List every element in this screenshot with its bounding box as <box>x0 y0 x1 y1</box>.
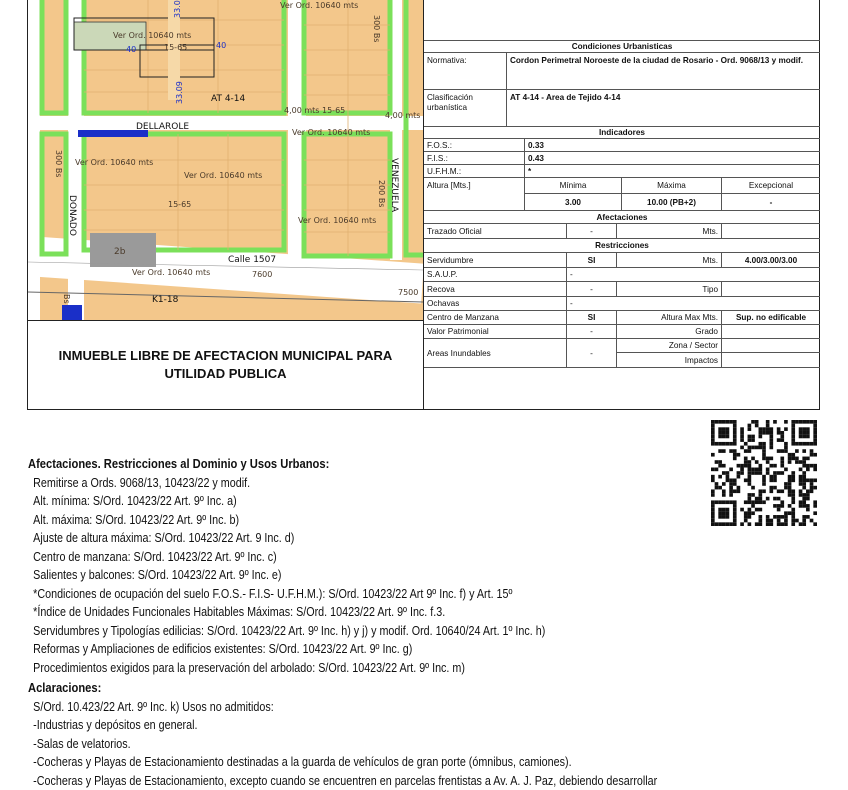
areas-value: - <box>566 339 616 367</box>
label-bs300b: 300 Bs <box>372 15 381 42</box>
label-forty-a: 40 <box>126 45 136 54</box>
normativa-label: Normativa: <box>424 53 506 89</box>
servidumbre-value: SI <box>566 253 616 267</box>
row-centro <box>424 311 820 325</box>
row-afectaciones <box>424 211 820 224</box>
label-ver-box: Ver Ord. 10640 mts <box>113 31 191 40</box>
ochavas-label: Ochavas <box>424 297 566 310</box>
valor-grado-value <box>721 325 820 338</box>
recova-value: - <box>566 282 616 296</box>
label-ver-left: Ver Ord. 10640 mts <box>75 158 153 167</box>
maxima-label: Máxima <box>621 178 721 194</box>
ufhm-label: U.F.H.M.: <box>424 165 524 177</box>
zona-value <box>721 339 820 353</box>
row-fis <box>424 152 820 165</box>
blue-marker <box>62 305 82 320</box>
fis-label: F.I.S.: <box>424 152 524 164</box>
row-altura <box>424 178 820 211</box>
recova-tipo-value <box>721 282 820 296</box>
label-bs-small: Bs <box>62 294 71 304</box>
block-outline-f <box>42 0 66 113</box>
indicadores-title: Indicadores <box>424 127 820 138</box>
fos-label: F.O.S.: <box>424 139 524 151</box>
minima-value: 3.00 <box>524 194 621 210</box>
label-zone-mid: 15-65 <box>168 200 191 209</box>
row-trazado <box>424 224 820 239</box>
trazado-label: Trazado Oficial <box>424 224 566 238</box>
impactos-label: Impactos <box>616 353 721 368</box>
label-bs300a: 300 Bs <box>54 150 63 177</box>
row-normativa <box>424 53 820 90</box>
label-k118: K1-18 <box>152 295 179 305</box>
map-canvas <box>28 0 423 320</box>
list-item: Alt. máxima: S/Ord. 10423/22 Art. 9º Inc. b) <box>28 511 716 530</box>
list-item: Reformas y Ampliaciones de edificios existentes: S/Ord. 10423/22 Art. 9º Inc. g) <box>28 640 716 659</box>
qr-code-icon[interactable] <box>711 420 817 526</box>
label-dim-top: 33.0 <box>173 0 182 18</box>
normativa-value: Cordon Perimetral Noroeste de la ciudad de Rosario - Ord. 9068/13 y modif. <box>506 53 820 89</box>
label-lot-2b: 2b <box>114 247 126 257</box>
saup-label: S.A.U.P. <box>424 268 566 281</box>
block-outline-c <box>84 134 284 250</box>
list-item: Procedimientos exigidos para la preservación del arbolado: S/Ord. 10423/22 Art. 9º Inc. m) <box>28 659 716 678</box>
list-item: S/Ord. 10.423/22 Art. 9º Inc. k) Usos no admitidos: <box>28 698 716 717</box>
label-ver-top: Ver Ord. 10640 mts <box>280 1 358 10</box>
regulations-text <box>28 455 716 790</box>
row-ochavas <box>424 297 820 311</box>
ochavas-value: - <box>566 297 820 310</box>
list-item: *Condiciones de ocupación del suelo F.O.S.- F.I.S- U.F.H.M.): S/Ord. 10423/22 Art 9º Inc. f) y Art. 15º <box>28 585 716 604</box>
list-item: -Cocheras y Playas de Estacionamiento destinadas a la guarda de vehículos de gran porte (ómnibus, camiones). <box>28 753 716 772</box>
label-four-a: 4,00 mts 15-65 <box>284 106 345 115</box>
zona-label: Zona / Sector <box>616 339 721 353</box>
trazado-value: - <box>566 224 616 238</box>
list-item: -Cocheras y Playas de Estacionamiento, excepto cuando se encuentren en parcelas frentistas a Av. A. J. Paz, debiendo desarrollar <box>28 772 716 790</box>
fis-value: 0.43 <box>524 152 820 164</box>
valor-label: Valor Patrimonial <box>424 325 566 338</box>
label-7600: 7600 <box>252 270 272 279</box>
label-dellarole: DELLAROLE <box>136 122 189 132</box>
row-recova <box>424 282 820 297</box>
list-item: *Índice de Unidades Funcionales Habitables Máximas: S/Ord. 10423/22 Art. 9º Inc. f.3. <box>28 603 716 622</box>
clasif-label: Clasificación urbanística <box>424 90 506 126</box>
aclaraciones-heading: Aclaraciones: <box>28 679 716 698</box>
servidumbre-label: Servidumbre <box>424 253 566 267</box>
centro-value: SI <box>566 311 616 324</box>
label-7500: 7500 <box>398 288 418 297</box>
centro-altura: Altura Max Mts. <box>616 311 721 324</box>
label-four-b: 4,00 mts <box>385 111 420 120</box>
valor-value: - <box>566 325 616 338</box>
label-bs200: 200 Bs <box>377 180 386 207</box>
saup-value: - <box>566 268 820 281</box>
label-ver-right: Ver Ord. 10640 mts <box>298 216 376 225</box>
trazado-mts: Mts. <box>616 224 721 238</box>
label-dim-mid: 33.09 <box>175 81 184 104</box>
excepcional-value: - <box>721 194 820 210</box>
afectaciones-heading: Afectaciones. Restricciones al Dominio y Usos Urbanos: <box>28 455 716 474</box>
servidumbre-mts-value: 4.00/3.00/3.00 <box>721 253 820 267</box>
row-valor <box>424 325 820 339</box>
ufhm-value: * <box>524 165 820 177</box>
cadastral-map[interactable] <box>28 0 423 320</box>
recova-label: Recova <box>424 282 566 296</box>
clasif-value: AT 4-14 - Area de Tejido 4-14 <box>506 90 820 126</box>
impactos-value <box>721 353 820 368</box>
valor-grado: Grado <box>616 325 721 338</box>
cond-title: Condiciones Urbanisticas <box>424 41 820 52</box>
centro-altura-value: Sup. no edificable <box>721 311 820 324</box>
recova-tipo: Tipo <box>616 282 721 296</box>
row-ufhm <box>424 165 820 178</box>
row-servidumbre <box>424 253 820 268</box>
public-utility-notice: INMUEBLE LIBRE DE AFECTACION MUNICIPAL PARA UTILIDAD PUBLICA <box>28 321 423 409</box>
restricciones-title: Restricciones <box>424 239 820 252</box>
label-ver-bottom: Ver Ord. 10640 mts <box>132 268 210 277</box>
block-outline-a <box>84 0 284 113</box>
row-fos <box>424 139 820 152</box>
row-indicadores <box>424 127 820 139</box>
row-cond-title <box>424 40 820 53</box>
label-at414: AT 4-14 <box>211 94 246 104</box>
row-restricciones <box>424 239 820 253</box>
excepcional-label: Excepcional <box>721 178 820 194</box>
label-venezuela: VENEZUELA <box>389 158 399 213</box>
afectaciones-title: Afectaciones <box>424 211 820 223</box>
row-clasificacion <box>424 90 820 127</box>
conditions-table <box>424 0 820 410</box>
maxima-value: 10.00 (PB+2) <box>621 194 721 210</box>
list-item: Ajuste de altura máxima: S/Ord. 10423/22 Art. 9 Inc. d) <box>28 529 716 548</box>
label-donado: DONADO <box>67 195 77 236</box>
list-item: -Industrias y depósitos en general. <box>28 716 716 735</box>
trazado-mts-value <box>721 224 820 238</box>
list-item: Remitirse a Ords. 9068/13, 10423/22 y modif. <box>28 474 716 493</box>
centro-label: Centro de Manzana <box>424 311 566 324</box>
label-forty-b: 40 <box>216 41 226 50</box>
minima-label: Mínima <box>524 178 621 194</box>
servidumbre-mts: Mts. <box>616 253 721 267</box>
afectaciones-list <box>28 474 716 678</box>
label-calle-1507: Calle 1507 <box>228 255 276 265</box>
label-ver-mid: Ver Ord. 10640 mts <box>292 128 370 137</box>
list-item: Servidumbres y Tipologías edilicias: S/Ord. 10423/22 Art. 9º Inc. h) y j) y modif. Ord. 10640/24 Art. 1º Inc. h) <box>28 622 716 641</box>
aclaraciones-list <box>28 698 716 790</box>
label-ver-center: Ver Ord. 10640 mts <box>184 171 262 180</box>
list-item: Alt. mínima: S/Ord. 10423/22 Art. 9º Inc. a) <box>28 492 716 511</box>
list-item: -Salas de velatorios. <box>28 735 716 754</box>
list-item: Centro de manzana: S/Ord. 10423/22 Art. 9º Inc. c) <box>28 548 716 567</box>
list-item: Salientes y balcones: S/Ord. 10423/22 Art. 9º Inc. e) <box>28 566 716 585</box>
row-areas <box>424 339 820 368</box>
fos-value: 0.33 <box>524 139 820 151</box>
areas-label: Areas Inundables <box>424 339 566 367</box>
row-saup <box>424 268 820 282</box>
altura-label: Altura [Mts.] <box>424 178 524 210</box>
label-zone-top: 15-65 <box>164 43 187 52</box>
